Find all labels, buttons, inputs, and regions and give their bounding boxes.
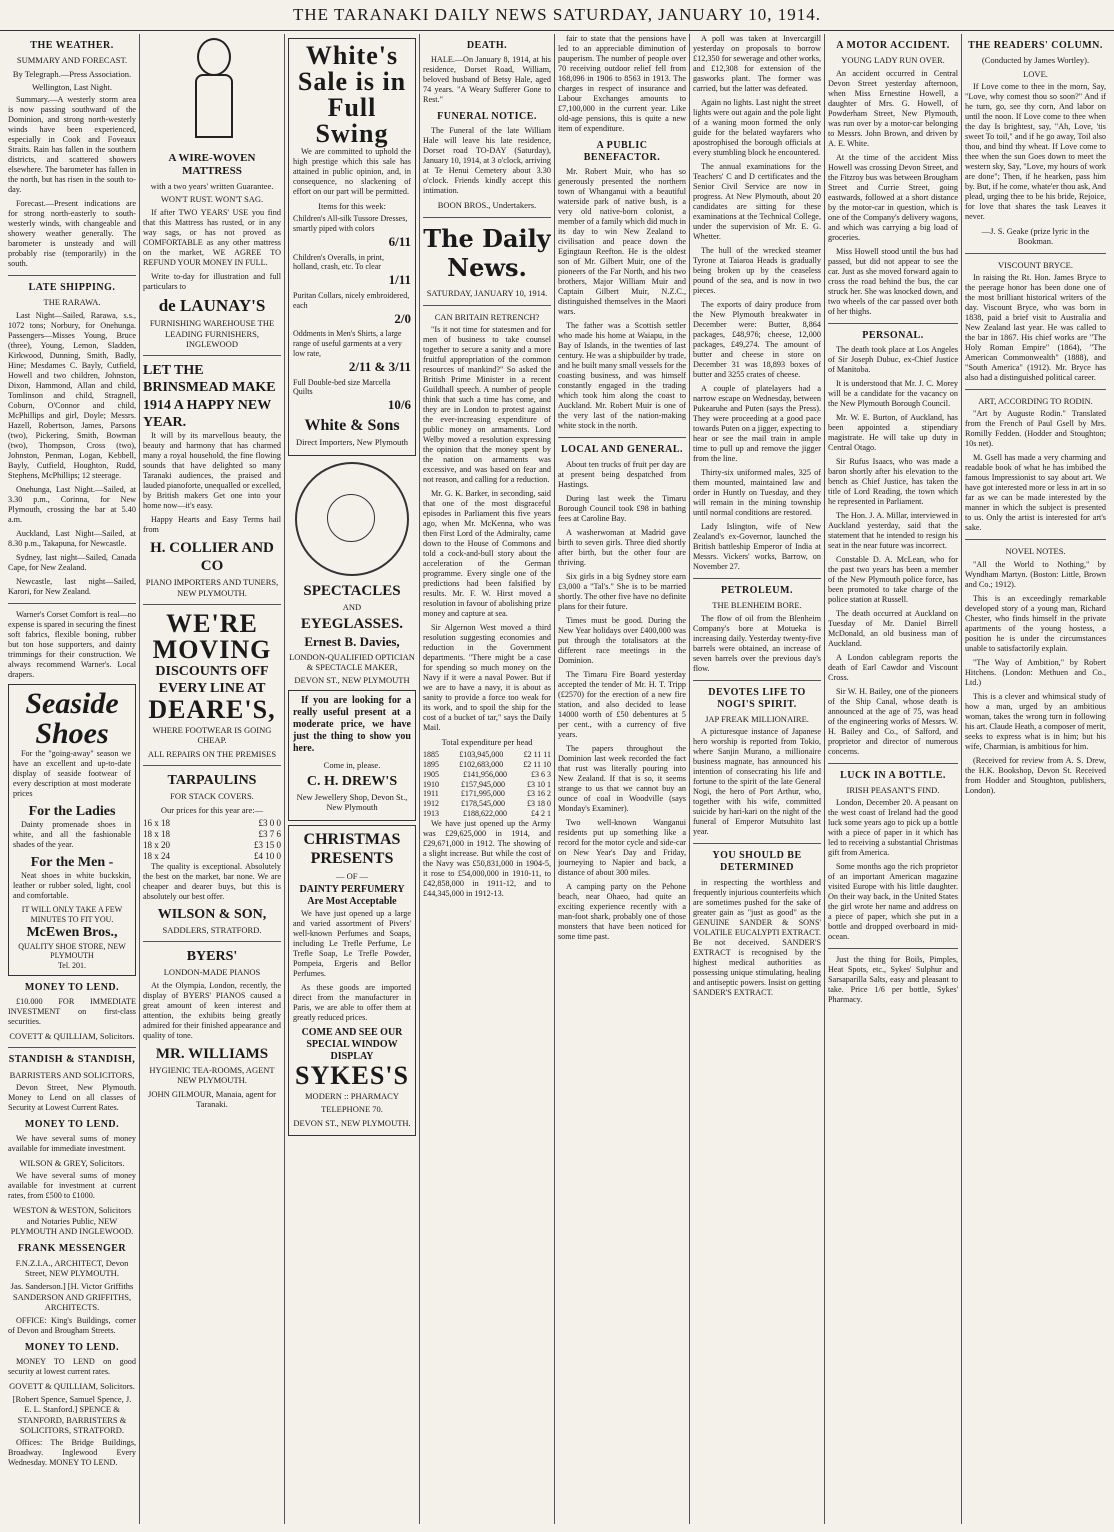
seaside-shoes-ad <box>8 684 136 976</box>
spence-p: Offices: The Bridge Buildings, Broadway. Inglewood Every Wednesday. MONEY TO LEND. <box>8 1438 136 1468</box>
messenger-sub: F.N.Z.I.A., ARCHITECT, Devon Street, NEW PLYMOUTH. <box>15 1257 129 1279</box>
funeral-sig: BOON BROS., Undertakers. <box>437 200 537 211</box>
mattress-title: A WIRE-WOVEN MATTRESS <box>168 152 256 178</box>
tarp-size: 18 x 24 <box>143 850 170 861</box>
personal-p2: It is understood that Mr. J. C. Morey will be a candidate for the vacancy on the New Plymouth Borough Council. <box>828 378 958 408</box>
readers-sub: (Conducted by James Wortley). <box>981 55 1090 66</box>
mcewen-sub: QUALITY SHOE STORE, NEW PLYMOUTH <box>18 941 126 961</box>
whites-item <box>293 329 411 374</box>
sanderson: Jas. Sanderson.] [H. Victor Griffiths SANDERSON AND GRIFFITHS, ARCHITECTS. <box>10 1281 134 1313</box>
luck-p: London, December 20. A peasant on the west coast of Ireland had the good luck some years ago to pick up a bottle with a piece of paper in it which has led to receiving a substantial Christmas gift from America. <box>828 798 958 858</box>
byers-title: BYERS' <box>186 949 238 965</box>
luck-title: LUCK IN A BOTTLE. <box>840 769 946 781</box>
luck-p2: Some months ago the rich proprietor of an important American magazine visited Europe with his little daughter. On their way back, in the United States the girl wrote her name and address on a piece of paper, which she put in a bottle and dropped overboard in mid-ocean. <box>828 862 958 942</box>
tarp-row <box>143 829 281 840</box>
sykes-sub: MODERN :: PHARMACY <box>305 1091 399 1102</box>
weston: WESTON & WESTON, Solicitors and Notaries Public, NEW PLYMOUTH AND INGLEWOOD. <box>10 1205 134 1237</box>
personal-p1: The death took place at Los Angeles of Sir Joseph Dubuc, ex-Chief Justice of Manitoba. <box>828 344 958 374</box>
table-row <box>423 750 551 760</box>
xmas-2: PRESENTS <box>310 850 394 868</box>
col6-p4: The hull of the wrecked steamer Tyrone at Taiaroa Heads is gradually being broken up by the ceaseless pound of the sea, and is now in two pieces. <box>693 246 821 295</box>
item-label: Full Double-bed size Marcella Quilts <box>293 377 391 397</box>
tarp-sub: FOR STACK COVERS. <box>170 791 254 802</box>
local-p4: Six girls in a big Sydney store earn £3,000 a "Tal's." She is to be married shortly. The other five have no definite plans for their future. <box>558 571 686 611</box>
novel-p: "All the World to Nothing," by Wyndham Martyn. (Boston: Little, Brown and Co.; 1912). <box>965 559 1106 589</box>
whites-sons-sub: Direct Importers, New Plymouth <box>296 437 408 448</box>
local-p8: Two well-known Wanganui residents put up something like a record for the motor cycle and side-car on New Year's Day and Friday, journeying to Napier and back, a distance of about 300 miles. <box>558 817 686 877</box>
motor-p3: Miss Howell stood until the bus had passed, but did not appear to see the car. Just as she moved forward again to cross the road behind the bus, the car struck her. She was knocked down, and two wheels of the car passed over both of her thighs. <box>828 246 958 316</box>
brinsmead-p2: Happy Hearts and Easy Terms hail from <box>143 514 281 534</box>
editorial-title: CAN BRITAIN RETRENCH? <box>434 311 540 322</box>
table-total: £178,545,000 <box>461 799 505 809</box>
xmas-p2: As these goods are imported direct from the manufacturer in Paris, we are able to offer them at greatly reduced prices. <box>293 982 411 1022</box>
delaunay: de LAUNAY'S <box>158 295 266 315</box>
money-sig: COVETT & QUILLIAM, Solicitors. <box>9 1030 135 1041</box>
lend3-p: MONEY TO LEND on good security at lowest current rates. <box>8 1356 136 1376</box>
lend2-p: We have several sums of money available for immediate investment. <box>8 1134 136 1154</box>
novel-p3: "The Way of Ambition," by Robert Hitchens. (London: Methuen and Co., Ltd.) <box>965 657 1106 687</box>
item-price: 10/6 <box>387 397 411 413</box>
table-per-head: £3 18 0 <box>527 799 551 809</box>
sanderson-p: OFFICE: King's Buildings, corner of Devon and Brougham Streets. <box>8 1315 136 1335</box>
local-title: LOCAL AND GENERAL. <box>560 444 684 456</box>
men-text: Neat shoes in white buckskin, leather or rubber soled, light, cool and comfortable. <box>13 870 131 900</box>
motor-p2: At the time of the accident Miss Howell was crossing Devon Street, and the Fitzroy bus was between Brougham Street and Currie Street, going eastwards, followed at a short distance by the motor-car in question, which is one of the Company's delivery wagons, and which was carrying a big load of groceries. <box>828 152 958 242</box>
tarp-row <box>143 818 281 829</box>
editorial-p4: We have just opened up the Army was £29,625,000 in 1914, and £29,671,000 in 1912. The showing of a slight increase. But while the cost of the Navy was £50,831,000 in 1904-5, it rose to £54,000,000 in 1910-11, to £42,858,000 in 1911-12, and to £44,345,000 in 1912-13. <box>423 818 551 898</box>
nogi-sub: JAP FREAK MILLIONAIRE. <box>705 713 809 724</box>
novel-p2: This is an exceedingly remarkable developed story of a young man, Richard Chester, who finds himself in the private apartments of the young hostess, a position he is under the circumstances unable to satisfactorily explain. <box>965 593 1106 653</box>
table-year: 1912 <box>423 799 439 809</box>
local-p1: About ten trucks of fruit per day are at present being despatched from Hastings. <box>558 459 686 489</box>
tarp-size: 16 x 18 <box>143 818 170 828</box>
personal-title: PERSONAL. <box>862 329 924 341</box>
love-sig: —J. S. Geake (prize lyric in the Bookman. <box>981 225 1090 247</box>
weather-place: Wellington, Last Night. <box>31 81 113 92</box>
whites-items-list <box>293 214 411 413</box>
rodin-p2: M. Gsell has made a very charming and readable book of what he has imbibed the famous Impressionist to say about art. We have got interested more or less in art in so far as we can be made interested by the manner in which the subject is presented to us. Only the artist is interested for art's sake. <box>965 453 1106 533</box>
williams: MR. WILLIAMS <box>155 1045 269 1062</box>
davies-addr: DEVON ST., NEW PLYMOUTH <box>294 675 410 686</box>
col5-p1: fair to state that the pensions have led to an appreciable diminution of pauperism. The number of people over 70 receiving outdoor relief fell from 168,096 in 1906 to 8563 in 1913. The charges in respect of insurance and Labour Exchanges amounts to £7,100,000 in the current year. Like old-age pensions, this is quite a new item of expenditure. <box>558 34 686 133</box>
benefactor-title: A PUBLIC BENEFACTOR. <box>583 140 661 164</box>
men-title: For the Men - <box>30 854 114 870</box>
column-4 <box>423 34 551 1524</box>
money-p1: £10.000 FOR IMMEDIATE INVESTMENT on first-class securities. <box>8 996 136 1026</box>
williams-sub2: JOHN GILMOUR, Manaia, agent for Taranaki. <box>148 1088 276 1110</box>
whites-p: We are committed to uphold the high prestige which this sale has attained in public opinion, and, in consequence, no slackening of effort on our part will be permitted. <box>293 147 411 196</box>
standish: STANDISH & STANDISH, <box>8 1054 136 1066</box>
table-per-head: £2 11 11 <box>523 750 551 760</box>
shipping-sub: THE RARAWA. <box>43 297 101 308</box>
whites-3: Full Swing <box>315 93 389 148</box>
tarp-row <box>143 851 281 862</box>
spence: [Robert Spence, Samuel Spence, J. E. L. Stanford.] SPENCE & STANFORD, BARRISTERS & SOLICITORS, STRATFORD. <box>12 1394 132 1436</box>
funeral-title: FUNERAL NOTICE. <box>437 111 537 123</box>
column-1 <box>8 34 136 1524</box>
personal-p4: Sir Rufus Isaacs, who was made a baron shortly after his elevation to the bench as Chief Justice, has taken the title of Lord Reading, the town which he represented in Parliament. <box>828 456 958 506</box>
item-label: Children's All-silk Tussore Dresses, smartly piped with colors <box>293 214 408 234</box>
table-year: 1910 <box>423 779 439 789</box>
weather-sub: SUMMARY AND FORECAST. <box>16 55 128 66</box>
drew-p2: Come in, please. <box>323 759 381 770</box>
delaunay-sub: FURNISHING WAREHOUSE THE LEADING FURNISHERS, INGLEWOOD <box>149 318 275 349</box>
local-p2: During last week the Timaru Borough Council took £98 in bathing fees at Caroline Bay. <box>558 493 686 523</box>
weather-byline: By Telegraph.—Press Association. <box>12 68 132 79</box>
covett2: GOVETT & QUILLIAM, Solicitors. <box>9 1380 135 1391</box>
bryce-title: VISCOUNT BRYCE. <box>998 259 1073 270</box>
drew-p: If you are looking for a really useful present at a moderate price, we have just the thing to show you here. <box>293 694 411 755</box>
items-title: Items for this week: <box>318 201 386 211</box>
wilson-son: WILSON & SON, <box>157 906 267 922</box>
personal-p7: The death occurred at Auckland on Tuesday of Mr. Daniel Birrell McDonald, an old business man of Auckland. <box>828 608 958 648</box>
personal-p5: The Hon. J. A. Millar, interviewed in Auckland yesterday, said that the statement that he intended to resign his seat in the near future was incorrect. <box>828 510 958 550</box>
table-year: 1913 <box>423 808 439 818</box>
table-year: 1911 <box>423 789 439 799</box>
tarp-row <box>143 840 281 851</box>
xmas-4: DAINTY PERFUMERY Are Most Acceptable <box>299 884 405 908</box>
ladies-text: Dainty promenade shoes in white, and all the fashionable shades of the year. <box>13 819 131 849</box>
table-row <box>423 789 551 799</box>
xmas-3: — OF — <box>335 870 369 881</box>
drew-ad <box>288 690 416 821</box>
shouting-man-illustration <box>177 38 247 148</box>
tarp-price: £3 0 0 <box>258 818 281 828</box>
rodin-title: ART, ACCORDING TO RODIN. <box>978 395 1093 406</box>
sykes-tel: TELEPHONE 70. <box>321 1104 383 1115</box>
item-price: 2/11 & 3/11 <box>348 358 411 374</box>
editorial-p3: Sir Algernon West moved a third resolution suggesting economies and reduction in the Government departments. "There might be a case for spending so much money on the Navy if it were a naval Power. But if we are to have a navy, it is about as sanity to provide a force too weak for its work, and to spoil the ship for the cost of a bucket of tar," says the Daily Mail. <box>423 622 551 732</box>
table-year: 1895 <box>423 760 439 770</box>
table-row <box>423 780 551 790</box>
paper-title: The Daily News. <box>423 223 551 282</box>
weather-summary: Summary.—A westerly storm area is now passing southward of the Dominion, and strong north-westerly winds have been experienced, especially in Cook and Foveaux Straits. Rain has fallen in the southern districts, and scattered showers elsewhere. The barometer has fallen in the north, but has risen in the south to-day. <box>8 95 136 195</box>
tarp-size: 18 x 20 <box>143 839 170 850</box>
motor-p: An accident occurred in Central Devon Street yesterday afternoon, when Miss Ernestine Howell, a daughter of Mrs. G. Howell, of Powderham Street, New Plymouth, was run over by a motor-car belonging to Messrs. John Brown, and driven by A. E. White. <box>828 68 958 148</box>
expenditure-table <box>423 750 551 818</box>
column-6 <box>693 34 821 1524</box>
whites-item <box>293 291 411 326</box>
column-8 <box>965 34 1106 1524</box>
money-title: MONEY TO LEND. <box>24 981 120 993</box>
column-3 <box>288 34 416 1524</box>
benefactor-p: Mr. Robert Muir, who has so generously presented the northern town of Whanganui with a beautiful waterside park of native bush, is a very old native-born colonist, a member of a family which did much in its day to win New Zealand to civilisation and peace down the Egingtaun Reefton. He is the oldest son of Mr. Gilbert Muir, one of the pioneers of the Far North, and his two brothers, Major William Muir and Captain Gilbert Muir, N.Z.C., distinguished themselves in the Maori wars. <box>558 167 686 317</box>
love-title: LOVE. <box>1023 68 1048 79</box>
davies-sub: LONDON-QUALIFIED OPTICIAN & SPECTACLE MAKER, <box>289 651 415 672</box>
local-p7: The papers throughout the Dominion last week recorded the fact that rust was literally pouring into New Zealand. If that is so, it seems strange to us that we cannot buy an ounce of coal in Woodville (says Monday's Examiner). <box>558 743 686 813</box>
sander-title: YOU SHOULD BE DETERMINED <box>712 850 802 874</box>
corset-ad: Warner's Corset Comfort is real—no expense is spared in securing the finest soft fabrics, flexible boning, rubber but ton hose supporters, and dainty trimmings for their construction. We always recommend Warner's. Local drapers. <box>8 609 136 679</box>
shipping-p3: Auckland, Last Night—Sailed, at 8.30 p.m., Takapuna, for Newcastle. <box>8 528 136 548</box>
sykes-addr: DEVON ST., NEW PLYMOUTH. <box>293 1117 411 1128</box>
lend3: MONEY TO LEND. <box>24 1341 120 1353</box>
tarp-price: £3 15 0 <box>254 839 281 850</box>
table-row <box>423 760 551 770</box>
table-per-head: £3 16 2 <box>526 789 551 799</box>
spectacles: SPECTACLES <box>303 582 401 599</box>
item-price: 6/11 <box>388 233 411 249</box>
come-see: COME AND SEE OUR SPECIAL WINDOW DISPLAY <box>301 1026 403 1062</box>
table-per-head: £3 6 3 <box>531 769 551 779</box>
tarp-p: Our prices for this year are:— <box>160 804 264 815</box>
spectacle-makers-emblem <box>295 462 409 576</box>
byers-p: At the Olympia, London, recently, the display of BYERS' PIANOS caused a great amount of keen interest and attention, the exhibits being greatly admired for their finished appearance and quality of tone. <box>143 980 281 1040</box>
table-total: £171,995,000 <box>460 789 505 799</box>
shipping-p4: Sydney, last night—Sailed, Canada Cape, for New Zealand. <box>8 552 136 572</box>
motor-title: A MOTOR ACCIDENT. <box>836 40 950 51</box>
readers-title: THE READERS' COLUMN. <box>968 40 1103 51</box>
mcewen-name: McEwen Bros., <box>26 925 118 941</box>
table-row <box>423 809 551 819</box>
table-per-head: £2 11 10 <box>523 760 551 770</box>
table-total: £102,683,000 <box>459 760 504 770</box>
col6-p7: Thirty-six uniformed males, 325 of them mounted, maintained law and order in Huntly on Tuesday, and they will remain in the mining township until normal conditions are restored. <box>693 468 821 517</box>
wilson-grey: WILSON & GREY, Solicitors. <box>19 1158 125 1169</box>
messenger: FRANK MESSENGER <box>17 1242 127 1254</box>
weather-forecast: Forecast.—Present indications are for strong north-easterly to south-westerly winds, with changeable and showery weather generally. The barometer is unsteady and will probably rise (temporarily) in the south. <box>8 199 136 269</box>
tarp-price-list <box>143 818 281 862</box>
table-total: £188,622,000 <box>463 808 507 818</box>
brinsmead-p: It will by its marvellous beauty, the beauty and harmony that has charmed many a royal household, the fine flowing sounds that have delighted so many Taranaki audiences, the praised and lauded pianoforte, unequalled or excelled, by British makers Get one into your home now—it's easy. <box>143 430 281 510</box>
editorial-p2: Mr. G. K. Barker, in seconding, said that one of the most disgraceful episodes in Parliament this five years ago, when Mr. McKenna, who was then First Lord of the Admiralty, came down to the House of Commons and told a cock-and-bull story about the acceleration of the German programme. Every single one of the predictions had been falsified by results. Mr. F. W. Hirst moved a resolution in favour of abolishing prize money and capture at sea. <box>423 488 551 618</box>
mattress-tag: WON'T RUST. WON'T SAG. <box>160 194 264 205</box>
lend2: MONEY TO LEND. <box>24 1118 120 1130</box>
sander-p: in respecting the worthless and frequently injurious counterfeits which are sometimes pushed for the sake of greater gain as "just as good" as the GENUINE SANDER & SONS' VOLATILE EUCALYPTI EXTRACT. Be not deceived. SANDER'S EXTRACT is recognised by the highest medical authorities as possessing unique stimulating, healing and antiseptic powers. Insist on getting SANDER'S EXTRACT. <box>693 877 821 997</box>
local-p3: A washerwoman at Madrid gave birth to seven girls. Three died shortly after birth, but the other four are thriving. <box>558 527 686 567</box>
col6-p6: A couple of platelayers had a narrow escape on Wednesday, between Pukearuhe and Puten (says the Press). They were proceeding at a good pace towards Puten on a jigger, expecting to hear or see the mail train in ample time to pull up and remove the jigger from the line. <box>693 384 821 463</box>
col6-p2: Again no lights. Last night the street lights were out again and the pole light of a waning moon formed the only guide for the belated wayfarers who apostrophised the borough officials at every stumbling block he encountered. <box>693 98 821 157</box>
mcewen-tel: Tel. 201. <box>57 961 87 971</box>
tarp-title: TARPAULINS <box>167 773 257 789</box>
seaside-title: Seaside Shoes <box>25 686 119 750</box>
motor-sub: YOUNG LADY RUN OVER. <box>841 55 945 66</box>
nogi-title: DEVOTES LIFE TO NOGI'S SPIRIT. <box>708 686 806 710</box>
weather-title: THE WEATHER. <box>30 40 114 51</box>
col6-p3: The annual examinations for the Teachers' C and D certificates and the Senior Civil Service are now in progress. At New Plymouth, about 20 candidates are sitting for these examinations at the Technical College, under the supervision of Mr. E. G. Whetter. <box>693 162 821 241</box>
mattress-p: If after TWO YEARS' USE you find that this Mattress has rusted, or in any way sags, or has not proved as COMFORTABLE as any other mattress on the market, WE AGREE TO REFUND YOUR MONEY IN FULL. <box>143 207 281 267</box>
table-total: £141,956,000 <box>463 769 507 779</box>
drew-sub: New Jewellery Shop, Devon St., New Plymouth <box>296 792 408 813</box>
sykes-ad-p: Just the thing for Boils, Pimples, Heat Spots, etc., Sykes' Sulphur and Sarsaparilla Salts, easy and pleasant to take. Price 1/6 per bottle, Sykes' Pharmacy. <box>828 955 958 1005</box>
petroleum-title: PETROLEUM. <box>721 585 793 596</box>
deares-sub: WHERE FOOTWEAR IS GOING CHEAP. <box>152 725 272 746</box>
xmas-1: CHRISTMAS <box>303 830 401 848</box>
bryce-p: In raising the Rt. Hon. James Bryce to the peerage honor has been done one of the most brilliant historical writers of the day. Viscount Bryce, who was born in 1838, paid a brief visit to Australia and New Zealand last year. He was called to the bar in 1867. His chief works are "The Holy Roman Empire" (1864), "The American Commonwealth" (1888), and "South America" (1912). Mr. Bryce has also had a distinguished political career. <box>965 272 1106 382</box>
deares: DEARE'S, <box>148 695 276 725</box>
petroleum-sub: THE BLENHEIM BORE. <box>712 600 802 611</box>
eyeglasses: EYEGLASSES. <box>300 616 404 633</box>
whites-1: White's <box>305 41 399 70</box>
death-title: DEATH. <box>466 40 508 51</box>
whites-2: Sale is in <box>297 67 407 96</box>
column-5 <box>558 34 686 1524</box>
sykes: SYKES'S <box>295 1061 409 1091</box>
local-p5: Times must be good. During the New Year holidays over £400,000 was put through the totalisators at the different race meetings in the Dominion. <box>558 615 686 665</box>
shipping-title: LATE SHIPPING. <box>28 282 116 294</box>
collier-sub: PIANO IMPORTERS AND TUNERS, NEW PLYMOUTH. <box>145 577 279 598</box>
item-label: Puritan Collars, nicely embroidered, each <box>293 291 410 310</box>
ladies-title: For the Ladies <box>28 803 116 819</box>
davies: Ernest B. Davies, <box>304 633 400 649</box>
tarp-price: £3 7 6 <box>258 828 281 839</box>
item-price: 2/0 <box>394 310 411 326</box>
table-total: £157,945,000 <box>461 779 505 789</box>
brinsmead-title: LET THE BRINSMEAD MAKE 1914 A HAPPY NEW YEAR. <box>143 363 276 430</box>
editorial-p1: "Is it not time for statesmen and for men of business to take counsel together to secure a sanity and a more fruitful appropriation of the common resources of mankind?" So asked the British Prime Minister in a recent Guildhall speech. A number of people think that such a time has come, and they are in London to protest against the ever-increasing expenditure of public money on armaments. Lord Welby moved a resolution expressing the opinion that the money spent by the nation on armaments was excessive, and was based on fear and not reason, and calling for a reduction. <box>423 324 551 484</box>
standish-sub: BARRISTERS AND SOLICITORS, <box>9 1069 135 1080</box>
fit-text: IT WILL ONLY TAKE A FEW MINUTES TO FIT YOU. <box>21 904 123 924</box>
table-row <box>423 799 551 809</box>
table-per-head: £3 10 1 <box>527 779 551 789</box>
seaside-text: For the "going-away" season we have an excellent and up-to-date display of seaside footwear of every description at most moderate prices <box>13 748 131 798</box>
novel-title: NOVEL NOTES. <box>1005 546 1066 557</box>
table-year: 1885 <box>423 750 439 760</box>
whites-item <box>293 253 411 288</box>
luck-sub: IRISH PEASANT'S FIND. <box>846 784 940 795</box>
local-p9: A camping party on the Pehone beach, near Ohaeo, had quite an exciting experience recently with a man-foot shark, probably one of those monsters that have been noticed for some time past. <box>558 881 686 941</box>
item-label: Oddments in Men's Shirts, a large range of useful garments at a very low rate, <box>293 329 402 358</box>
spectacles-and: AND <box>342 602 362 613</box>
tarp-size: 18 x 18 <box>143 828 170 839</box>
paper-date: SATURDAY, JANUARY 10, 1914. <box>426 288 548 299</box>
williams-sub: HYGIENIC TEA-ROOMS, AGENT NEW PLYMOUTH. <box>149 1065 275 1086</box>
christmas-ad <box>288 825 416 1136</box>
standish-p: Devon Street, New Plymouth. Money to Lend on all classes of Security at Lowest Current Rates. <box>8 1082 136 1112</box>
mattress-p2: Write to-day for illustration and full particulars to <box>143 271 281 291</box>
drew: C. H. DREW'S <box>306 773 398 789</box>
personal-p6: Constable D. A. McLean, who for the past two years has been a member of the New Plymouth police force, has been promoted to take charge of the police station at Russell. <box>828 554 958 604</box>
personal-p3: Mr. W. E. Burton, of Auckland, has been appointed a stipendiary magistrate. He will take up duty in Central Otago. <box>828 412 958 452</box>
shipping-p5: Newcastle, last night—Sailed, Karori, for New Zealand. <box>8 576 136 596</box>
collier: H. COLLIER AND CO <box>150 539 274 574</box>
personal-p9: Sir W. H. Bailey, one of the pioneers of the Ship Canal, whose death is announced at the age of 75, was head of the engineering works of Messrs. W. H. Bailey and Co., of Salford, and proprietor and director of numerous concerns. <box>828 686 958 756</box>
whites-sale-ad <box>288 38 416 456</box>
personal-p8: A London cablegram reports the death of Earl Cawdor and Viscount Cross. <box>828 652 958 682</box>
moving-2: MOVING <box>152 634 272 664</box>
discounts: DISCOUNTS OFF EVERY LINE AT <box>155 663 269 697</box>
nogi-p: A picturesque instance of Japanese hero worship is reported from Tokio, where Sanjin Murano, a millionaire business magnate, has announced his intention of consecrating his life and fortune to the spirit of the late General Nogi, the hero of Port Arthur, who, together with his wife, committed suicide by hari-kari on the night of the funeral of Emperor Mutsuhito last year. <box>693 727 821 837</box>
column-7 <box>828 34 958 1524</box>
shipping-p1: Last Night—Sailed, Rarawa, s.s., 1072 tons; Norbury, for Onehunga. Passengers—Misses Young, Bruce (three), Young, Lemon, Sladden, Kirkwood, Dunning, Smith, Badly, Hine; Mesdames C. Bayly, Cutfield, Howell and two children, Johnston, Dixon, Hammond, Allan and child, Tomlinson and child, Stragnell, Coburn, O'Connor and child, McPhillips and girl, Doyle; Messrs. Hazell, Robertson, James, Parsons (two), Pickering, Smith, Bowman (two), Thompson, Cross (two), Johnston, Penman, Logan, Kebbell, Bayly, Cutfield, Houghton, Rudd, Stephens, McPhillips; 12 steerage. <box>8 310 136 480</box>
novel-p4: This is a clever and whimsical study of how a man, urged by an ambitious woman, takes the wrong turn in following his art. Claude Heath, a composer of merit, seeks to express what is in him; but his wife, Charmian, is ambitious for him. <box>965 691 1106 751</box>
deares-repairs: ALL REPAIRS ON THE PREMISES <box>147 748 277 759</box>
moving-1: WE'RE <box>166 608 258 638</box>
col6-p5: The exports of dairy produce from the New Plymouth breakwater in December were: Butter, 8,864 packages, £48,976; cheese, 12,000 packages, £49,274. The amount of butter and cheese in store on December 31 was 18,893 boxes of butter and 3255 crates of cheese. <box>693 300 821 379</box>
whites-item <box>293 214 411 249</box>
death-p: HALE.—On January 8, 1914, at his residence, Dorset Road, William, beloved husband of Betsy Hale, aged 74 years. "A Weary Sufferer Gone to Rest." <box>423 55 551 105</box>
weston-p: We have several sums of money available for investment at current rates, from £500 to £1000. <box>8 1171 136 1201</box>
byers-sub: LONDON-MADE PIANOS <box>163 967 261 978</box>
editorial-table-title: Total expenditure per head <box>441 736 533 747</box>
col6-p8: Lady Islington, wife of New Zealand's ex-Governor, launched the British battleship Emperor of India at Messrs. Vickers' works, Barrow, on November 27. <box>693 522 821 571</box>
rodin-p: "Art by Auguste Rodin." Translated from the French of Paul Gsell by Mrs. Romilly Fedden. (Hodder and Stoughton; 10s net). <box>965 409 1106 449</box>
item-price: 1/11 <box>388 272 411 288</box>
masthead: THE TARANAKI DAILY NEWS SATURDAY, JANUARY 10, 1914. <box>0 0 1114 31</box>
whites-sons: White & Sons <box>304 416 400 434</box>
xmas-p: We have just opened up a large and varied assortment of Pivers' well-known Perfumes and Soaps, including Le Trefle Perfume, Le Trefle Soap, Le Trefle Powder, Pompeia, Ergeris and Bellor Perfumes. <box>293 908 411 978</box>
column-2 <box>143 34 281 1524</box>
item-label: Children's Overalls, in print, holland, crash, etc. To clear <box>293 252 384 272</box>
novel-p5: (Received for review from A. S. Drew, the H.K. Bookshop, Devon St. Received from Hodder and Stoughton, publishers, London). <box>965 755 1106 795</box>
table-year: 1905 <box>423 769 439 779</box>
tarp-p2: The quality is exceptional. Absolutely the best on the market, bar none. We are cheaper and dearer buys, but this is absolutely our best offer. <box>143 861 281 901</box>
love-poem: If Love come to thee in the morn, Say, "Love, why comest thou so soon?" And if he turn, go, see thy corn, And labor on until the noon. If Love come to thee when the day Is brightest, say, "Ah, Love, 'tis sweet To toil," and if he go away, Toil also thou, and bind thy wheat. If Love come to thee when the sun Goes down to meet the western sky, Say, "Love, my hours of work are done"; Then, if he hearken, pass him by. But, if he come, whate'er thou ask, And plead, urging thee to be his bride, Rejoice, for love that shares the task Leaves it never. <box>965 81 1106 221</box>
mattress-sub: with a two years' written Guarantee. <box>150 180 274 191</box>
table-per-head: £4 2 1 <box>531 808 551 818</box>
tarp-price: £4 10 0 <box>254 850 281 861</box>
whites-item <box>293 378 411 413</box>
wilson-son-sub: SADDLERS, STRATFORD. <box>162 924 262 935</box>
shipping-p2: Onehunga, Last Night.—Sailed, at 3.30 p.m., Corinna, for New Plymouth, crossing the bar at 5.40 a.m. <box>8 484 136 524</box>
funeral-p: The Funeral of the late William Hale will leave his late residence, Dorset road TO-DAY (Saturday), January 10, 1914, at 3 o'clock, arriving at Te Henui Cemetery about 3.30 o'clock. Friends kindly accept this intimation. <box>423 126 551 196</box>
benefactor-p2: The father was a Scottish settler who made his home at Waiapu, in the Bay of Islands, in the twenties of last century. He was a shipbuilder by trade, and he built many small vessels for the coasting business, and was himself constantly engaged in the trading which took him along the coast to Auckland. Mr. Robert Muir is one of the very last of the nation-making white stock in the north. <box>558 321 686 431</box>
table-row <box>423 770 551 780</box>
local-p6: The Timaru Fire Board yesterday accepted the tender of Mr. H. T. Tripp (£2570) for the erection of a new fire station, and also decided to lease 14000 worth of £50 debentures at 5 per cent., with a currency of five years. <box>558 669 686 739</box>
col6-p1: A poll was taken at Invercargill yesterday on proposals to borrow £12,350 for sewerage and other works, and £12,308 for extension of the gasworks plant. The former was carried, but the latter was defeated. <box>693 34 821 93</box>
petroleum-p: The flow of oil from the Blenheim Company's bore at Motueka is increasing daily. Yesterday twenty-five barrels were obtained, an increase of seven barrels over the previous day's flow. <box>693 613 821 673</box>
table-total: £103,945,000 <box>459 750 504 760</box>
